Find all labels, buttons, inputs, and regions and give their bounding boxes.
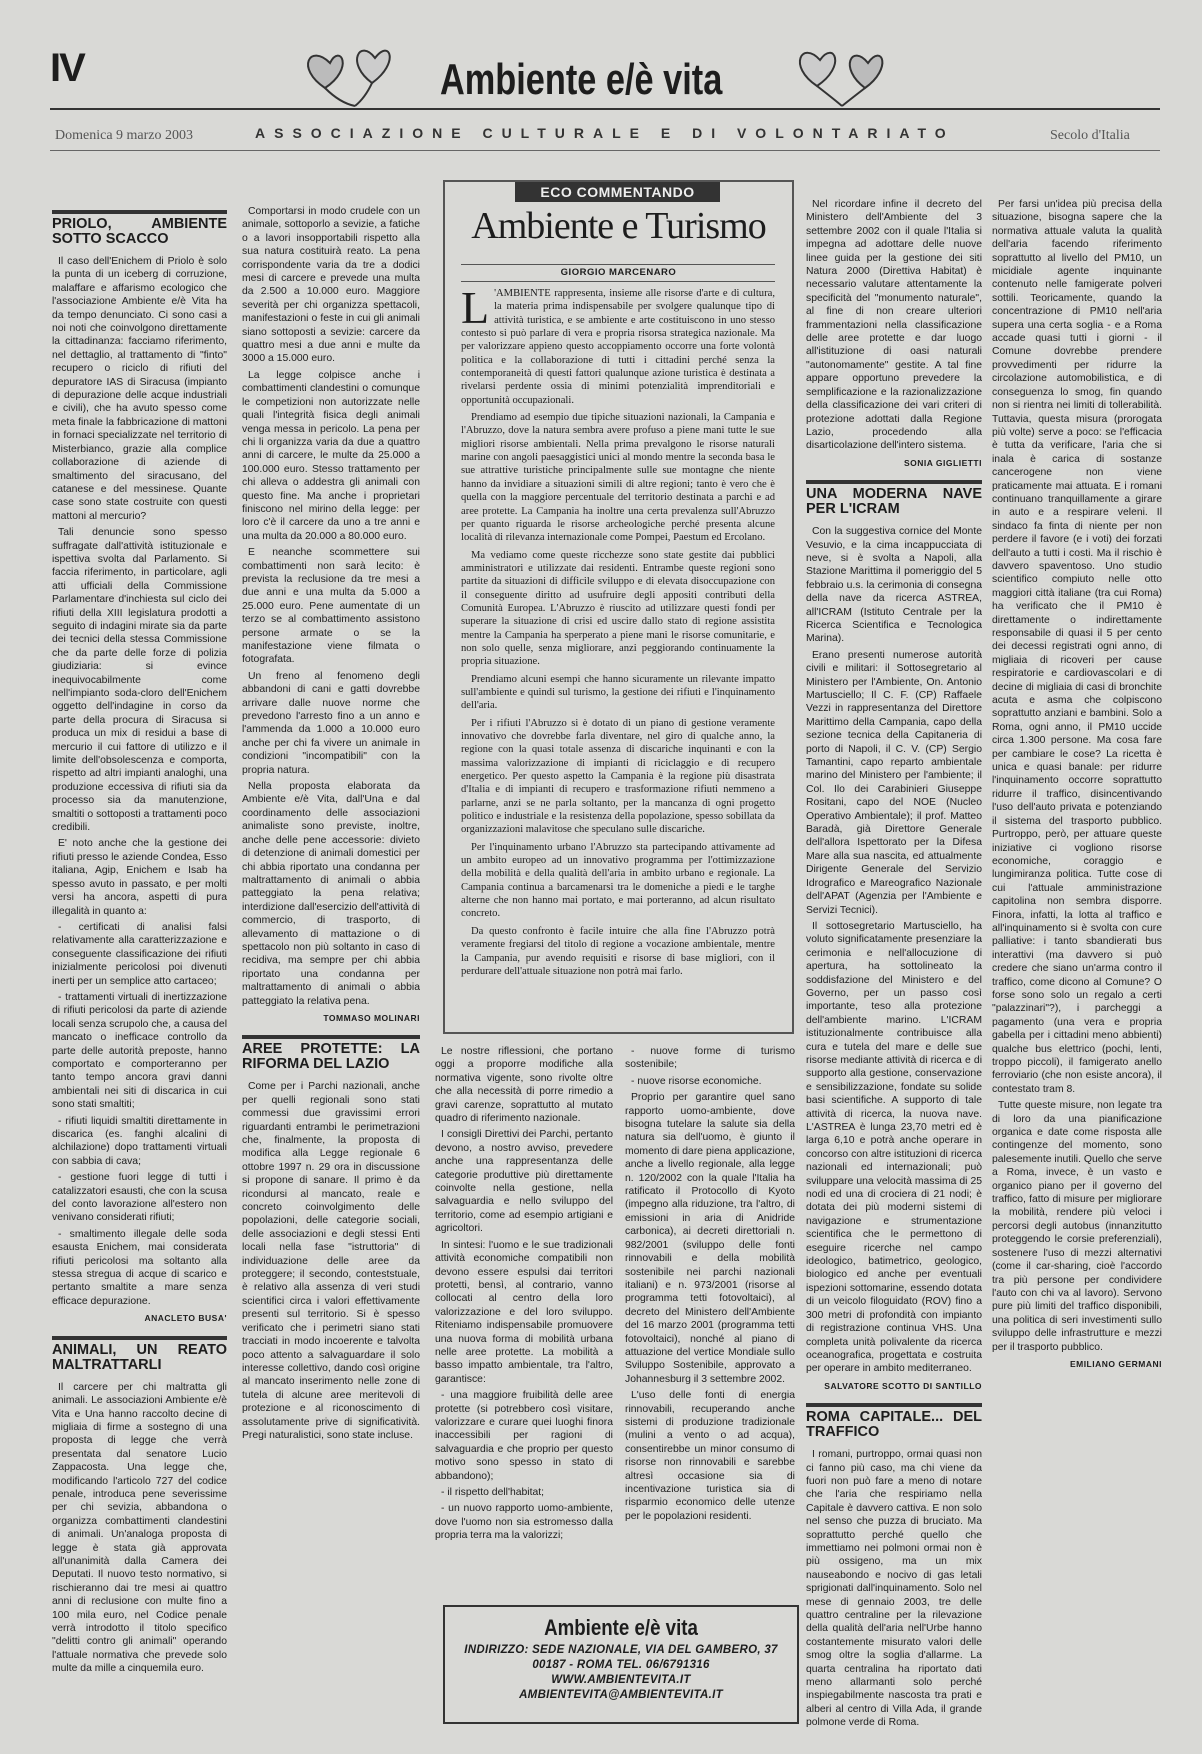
paragraph: E' noto anche che la gestione dei rifiuti presso le aziende Condea, Esso italiana, Agip, Enichem e Isab ha spesso avuto in passato, e per molti versi ha ancora, aspetti di pura illegalità in quanto a: [52,838,227,917]
editorial-author: GIORGIO MARCENARO [560,267,677,278]
author-rule [461,281,775,282]
paragraph: Il caso dell'Enichem di Priolo è solo la punta di un iceberg di corruzione, malaffare e affarismo ecologico che l'associazione Ambiente e/è Vita ha da tempo denunciato. Ci sono casi a noi noti che coinvolgono direttamente la cittadinanza: facciamo riferimento, nel dettaglio, al trattamento di "finto" recupero o riciclo di rifiuti del depuratore IAS di Siracusa (impianto di depurazione delle acque industriali e civili), che ha avuto spesso come meta finale la fabbricazione di mattoni in fornaci specializzate nel territorio di Misterbianco, grazie alla complice collaborazione di aziende di smaltimento del siracusano, del catanese e del messinese. Quante case sono state costruite con questi mattoni al mercurio? [52,256,227,522]
column-4 [625,1045,795,1595]
paragraph: E neanche scommettere sui combattimenti non sarà lecito: è prevista la reclusione da tre mesi a due anni e una multa da 5.000 a 25.000 euro. Pene aumentate di un terzo se al combattimento assistono persone armate o se la manifestazione viene filmata o fotografata. [242,547,420,666]
paragraph: Per farsi un'idea più precisa della situazione, bisogna sapere che la normativa attuale valuta la qualità dell'aria facendo riferimento soprattutto al livello del PM10, un micidiale agente inquinante contenuto nelle famigerate polveri sottili. Teoricamente, quando la concentrazione di PM10 nell'aria supera una certa soglia - e a Roma accade quasi tutti i giorni - il Comune dovrebbe prendere provvedimenti per ridurre la circolazione automobilistica, e di conseguenza lo smog, fin quando non si rientra nei limiti di tollerabilità. Tuttavia, questa misura (prorogata più volte) serve a poco: se l'efficacia è tutta da verificare, l'aria che si inala è carica di sostanze cancerogene non viene praticamente mai attuata. E i romani continuano tranquillamente a girare in auto e a respirare veleni. Il sindaco fa finta di niente per non perdere il favore (e i voti) dei forzati dell'auto a tutti i costi. Ma il rischio è davvero spaventoso. Uno studio scientifico compiuto nelle otto maggiori città italiane (tra cui Roma) ha verificato che il PM10 è direttamente o indirettamente responsabile di quasi il 5 per cento dei decessi registrati ogni anno, di migliaia di ricoveri per cause respiratorie e cardiovascolari e di decine di migliaia di casi di bronchite acuta e asma che colpiscono soprattutto anziani e bambini. Solo a Roma, ogni anno, il PM10 uccide circa 1.300 persone. Ma cosa fare per cambiare le cose? La ricetta è unica e quasi banale: per ridurre l'inquinamento occorre soprattutto ridurre il traffico, disincentivando l'uso dell'auto privata e potenziando il sistema del trasporto pubblico. Purtroppo, però, per attuare queste iniziative ci vogliono risorse economiche, coraggio e lungimiranza politica. Tutte cose di cui l'attuale amministrazione capitolina non sembra disporre. Finora, infatti, la lotta al traffico e all'inquinamento si è svolta con cure palliative: i tanto sbandierati bus interattivi (ma davvero si può credere che siano un'arma contro il traffico, come dicono al Comune? O forse sono solo un regalo a certi "palazzinari"?), i parcheggi a pagamento (una vera e propria gabella per i cittadini meno abbienti) qualche bus elettrico (pochi, lenti, troppo piccoli), il famigerato anello ferroviario (che non esiste ancora), il contestato tram 8. [992,199,1162,1095]
headline-priolo: PRIOLO, AMBIENTE SOTTO SCACCO [52,216,227,247]
paragraph: - trattamenti virtuali di inertizzazione di rifiuti pericolosi da parte di aziende locali senza scrupolo che, a causa del mancato o inefficace controllo da parte delle autorità preposte, hanno comportato e comporteranno per tanto tempo ancora gravi danni ambientali nei siti di discarica in cui sono stati smaltiti; [52,991,227,1111]
kicker-label: ECO COMMENTANDO [515,182,720,202]
masthead-title: Ambiente e/è vita [440,55,723,104]
address-line: INDIRIZZO: SEDE NAZIONALE, VIA DEL GAMBERO, 37 [464,1644,778,1656]
editorial-body [461,287,775,1022]
paragraph: - smaltimento illegale delle soda esausta Enichem, mai considerata rifiuti pericolosi ma soltanto alla stessa stregua di acque di scarico e pertanto smaltite a mare senza efficace depurazione. [52,1228,227,1307]
paragraph: Un freno al fenomeno degli abbandoni di cani e gatti dovrebbe arrivare dalle nuove norme che prevedono l'arresto fino a un anno e l'ammenda da 1.000 a 10.000 euro anche per chi fa vivere un animale in condizioni "incompatibili" con la propria natura. [242,670,420,776]
drop-cap: L [461,287,490,333]
paragraph: - rifiuti liquidi smaltiti direttamente in discarica (es. fanghi alcalini di alchilazione) dopo trattamenti virtuali con sabbia di cava; [52,1115,227,1167]
paragraph: Come per i Parchi nazionali, anche per quelli regionali sono stati commessi due gravissimi errori riguardanti entrambi le perimetrazioni che, finalmente, la proposta di modifica alla Legge regionale 6 ottobre 1997 n. 29 ora in discussione si propone di sanare. Il primo è da ricondursi al mancato, reale e concreto coinvolgimento delle popolazioni, delle categorie sociali, delle associazioni e degli stessi Enti locali nella fase "istruttoria" di individuazione delle aree da proteggere; il secondo, conteststuale, è relativo alla assenza di veri studi scientifici circa i valori effettivamente presenti sul territorio. Si è spesso verificato che i perimetri siano stati tracciati in modo incoerente e talvolta poco attento a salvaguardare il solo interesse collettivo, dando così origine al mancato inserimento nelle zone di tutela di alcune aree meritevoli di protezione e al riconoscimento di assolutamente prive di significatività. Pregi naturalistici, sono state incluse. [242,1081,420,1441]
headline-rule [806,1403,982,1407]
paragraph: Tali denuncie sono spesso suffragate dall'attività istituzionale e ispettiva svolta dal Parlamento. Si faccia riferimento, in particolare, agli atti ufficiali della Commissione Parlamentare d'inchiesta sul ciclo dei rifiuti della XIII legislatura prodotti a seguito di indagini mirate sia da parte dei tecnici della stessa Commissione che da parte delle forze di polizia giudiziaria: si evince inequivocabilmente come nell'impianto soda-cloro dell'Enichem oggetto dell'indagine in corso da parte della procura di Siracusa si produca un mix di residui a base di mercurio il cui fattore di utilizzo e il limite dell'obsolescenza e comporta, rispetto ad altri impianti analoghi, una produzione eccessiva di rifiuti sia da processo sia da manutenzione, smaltiti o sottoposti a trattamenti poco credibili. [52,527,227,834]
header-rule-bottom [50,150,1160,151]
association-logo-title: Ambiente e/è vita [544,1615,698,1640]
email-link[interactable]: AMBIENTEVITA@AMBIENTEVITA.IT [519,1689,723,1701]
column-6 [992,198,1162,1743]
headline-animali: ANIMALI, UN REATO MALTRATTARLI [52,1341,227,1373]
paragraph: Tutte queste misure, non legate tra di loro da una pianificazione organica e date come risposta alle contingenze del momento, sono palesemente inutili. Quello che serve a Roma, invece, è un vasto e organico piano per il governo del traffico, fatto di misure per migliorare la mobilità, rendere più veloci i percorsi degli autobus (innanzitutto proteggendo le corsie preferenziali), sostenere l'uso di mezzi alternativi (come il car-sharing, cioè l'accordo tra più persone per condividere l'auto con chi va al lavoro). Servono pure più limiti del traffico disponibili, una politica di seri investimenti sullo sviluppo delle infrastrutture e mezzi per il trasporto pubblico. [992,1100,1162,1353]
paragraph: - nuove risorse economiche. [631,1075,762,1087]
paragraph: L'uso delle fonti di energia rinnovabili, recuperando anche sistemi di produzione tradizionale (mulini a vento o ad acqua), consentirebbe un minor consumo di risorse non rinnovabili e sarebbe altresì occasione sia di incentivazione turistica sia di risparmio economico delle utenze per le popolazioni residenti. [625,1390,795,1522]
paragraph: La legge colpisce anche i combattimenti clandestini o comunque le competizioni non autorizzate nelle quali l'integrità fisica degli animali venga messa in pericolo. La pena per chi li organizza varia da due a quattro anni di carcere, le multe da 25.000 a 100.000 euro. Stesso trattamento per chi alleva o addestra gli animali con questo fine. Ma anche i proprietari finiscono nel mirino della legge: per loro c'è il carcere da uno a tre anni e una multa da 20.000 a 80.000 euro. [242,369,420,542]
paragraph: - un nuovo rapporto uomo-ambiente, dove l'uomo non sia estromesso dalla propria terra ma la valorizzi; [435,1503,613,1542]
paragraph: Per l'inquinamento urbano l'Abruzzo sta partecipando attivamente ad un ambito europeo ad un innovativo programma per l'ottimizzazione della mobilità e della qualità dell'aria in ambito urbano e regionale. La Campania continua a barcamenarsi tra le domeniche a piedi e le targhe alterne che non hanno mai portato, e mai porteranno, ad alcun risultato concreto. [461,841,775,920]
editorial-box [443,180,794,1034]
headline-icram: UNA MODERNA NAVE PER L'ICRAM [806,486,982,518]
paragraph: Prendiamo alcuni esempi che hanno sicuramente un rilevante impatto sull'ambiente e quindi sul turismo, la gestione dei rifiuti e l'inquinamento dell'aria. [461,673,775,712]
issue-date: Domenica 9 marzo 2003 [55,128,194,143]
title-rule [461,264,775,265]
association-address-box [443,1605,799,1724]
paragraph: Da questo confronto è facile intuire che alla fine l'Abruzzo potrà veramente fregiarsi del titolo di regione a vocazione ambientale, mentre la Campania, pur avendo requisiti e risorse di base migliori, con il perdurare dell'attuale situazione non potrà mai farlo. [461,925,775,977]
newspaper-name: Secolo d'Italia [1050,128,1130,143]
headline-roma: ROMA CAPITALE... DEL TRAFFICO [806,1409,982,1441]
paragraph: - gestione fuori legge di tutti i catalizzatori esausti, che con la scusa del conto lavorazione all'estero non venivano considerati rifiuti; [52,1172,227,1224]
column-2 [242,205,420,1745]
paragraph: Ma vediamo come queste ricchezze sono state gestite dai pubblici amministratori e utilizzate dai residenti. Entrambe queste regioni sono partite da situazioni di difficile sviluppo e di elevata disoccupazione con il conseguente diritto ad usufruire degli appositi contributi della Comunità Europea. L'Abruzzo è riuscito ad utilizzare questi fondi per superare la situazione di crisi ed uscire dallo stato di regione assistita mentre la Campania ha sperperato a piene mani le risorse comunitarie, e non solo quelle, senza migliorare, anzi peggiorando continuamente la propria situazione. [461,549,775,668]
author-signature: ANACLETO BUSA' [144,1313,227,1324]
header-rule [50,108,1160,110]
paragraph: I consigli Direttivi dei Parchi, pertanto devono, a nostro avviso, prevedere anche una rappresentanza delle categorie produttive più direttamente coinvolte nella gestione, nella salvaguardia e nello sviluppo del territorio, come ad esempio artigiani e agricoltori. [435,1129,613,1235]
paragraph: Per i rifiuti l'Abruzzo si è dotato di un piano di gestione veramente innovativo che dovrebbe farla diventare, nel giro di qualche anno, la regione con la quasi totale assenza di discariche inquinanti e con la massima valorizzazione di impianti di riciclaggio e di recupero energetico. Per questo aspetto la Campania è la regione più disastrata d'Italia e di impianti di recupero e trasformazione rifiuti nemmeno a parlarne, anzi se ne parla soltanto, per la mancanza di ogni progetto politico e industriale e la resistenza della popolazione, spesso sobillata da organizzazioni malavitose che speculano sulle discariche. [461,717,775,836]
paragraph: Nel ricordare infine il decreto del Ministero dell'Ambiente del 3 settembre 2002 con il quale l'Italia si impegna ad adottare delle nuove linee guida per la gestione dei siti Natura 2000 (Direttiva Habitat) è necessario valutare attentamente la specificità del "monumento naturale", al fine di non creare ulteriori frammentazioni nella classificazione delle aree protette e dar luogo all'istituzione di oasi naturali "autonomamente" gestite. A tal fine appare opportuno prevedere la semplificazione e la razionalizzazione della classificazione dei vari criteri di protezione adottati dalla Regione Lazio, procedendo alla disarticolazione dell'intero sistema. [806,199,982,452]
headline-rule [52,210,227,214]
editorial-title: Ambiente e Turismo [471,205,766,247]
paragraph: Erano presenti numerose autorità civili e militari: il Sottosegretario al Ministero per l'Ambiente, On. Antonio Martusciello; Il C. F. (CP) Raffaele Vezzi in rappresentanza del Direttore Marittimo della Campania, capo della sezione tecnica della Capitaneria di porto di Napoli, il C. V. (CP) Sergio Tamantini, capo reparto ambientale marino del Ministero per l'ambiente; il Col. Ilo dei Carabinieri Giuseppe Rositani, capo del NOE (Nucleo Operativo Ambientale); il prof. Matteo Baradà, già Direttore Generale dell'allora Ispettorato per la Difesa Mare alla sua nascita, ed attualmente Dirigente Generale del Servizio Idrografico e Mareografico Nazionale dell'APAT (Agenzia per l'Ambiente e Servizi Tecnici). [806,649,982,916]
paragraph: Il sottosegretario Martusciello, ha voluto significatamente presenziare la cerimonia e nell'allocuzione di apertura, ha sottolineato la soddisfazione del Ministero e del Governo, per un passo così importante, teso alla protezione dell'ambiente marino. L'ICRAM istituzionalmente contribuisce alla cura e tutela del mare e delle sue risorse mediante attività di ricerca e di supporto alla gestione, conservazione e sensibilizzazione, fondate su solide basi scientifiche. A supporto di tale attività di ricerca, la nuova nave. L'ASTREA è lunga 23,70 metri ed è larga 6,10 e potrà anche operare in concorso con altre istituzioni di ricerca nazionali ed internazionali; può sviluppare una velocità massima di 25 nodi ed una di crociera di 21 nodi; è dotata dei più moderni sistemi di navigazione e strumentazione scientifica che le permettono di eseguire ricerche nel campo ideologico, batimetrico, geologico, biologico ed anche per eventuali ispezioni sottomarine, essendo dotata di un veicolo filoguidato (ROV) fino a 300 metri di profondità con impianto di registrazione continua VHS. Una completa unità polivalente da ricerca oceanografica, progettata e costruita per operare in ambito mediterraneo. [806,920,982,1375]
author-signature: SALVATORE SCOTTO DI SANTILLO [824,1380,982,1391]
paragraph: - il rispetto dell'habitat; [441,1487,545,1498]
headline-rule [242,1035,420,1039]
paragraph: - nuove forme di turismo sostenibile; [625,1046,795,1071]
paragraph: Comportarsi in modo crudele con un animale, sottoporlo a sevizie, a fatiche o a lavori insopportabili rispetto alla sua natura costituirà reato. La pena corrispondente varia da tre a dodici mesi di carcere e prevede una multa da 2.500 a 10.000 euro. Maggiore severità per chi organizza spettacoli, manifestazioni o feste in cui gli animali siano sottoposti a sevizie: carcere da quattro mesi a due anni e multe da 3000 a 15.000 euro. [242,206,420,365]
paragraph: Nella proposta elaborata da Ambiente e/è Vita, dall'Una e dal coordinamento delle associazioni animaliste sono previste, inoltre, anche delle pene accessorie: divieto di detenzione di animali domestici per chi abbia riportato una condanna per maltrattamento di animali o abbia patteggiato la pena relativa; interdizione dall'esercizio dell'attività di commercio, di trasporto, di allevamento di mattazione o di spettacolo non più soltanto in caso di recidiva, ma sempre per chi abbia riportato una condanna per maltrattamento di animali o abbia patteggiato la relativa pena. [242,781,420,1007]
author-signature: TOMMASO MOLINARI [323,1012,420,1023]
paragraph: I romani, purtroppo, ormai quasi non ci fanno più caso, ma chi viene da fuori non può fare a meno di notare che l'aria che respiriamo nella Capitale è davvero cattiva. E non solo nel senso che puzza di bruciato. Ma soprattutto perché quello che immettiamo nei polmoni ormai non è più ossigeno, ma un mix nauseabondo e nocivo di gas letali sprigionati dall'inquinamento. Solo nel mese di gennaio 2003, tre delle quattro centraline per la rilevazione della qualità dell'aria nell'Urbe hanno costantemente misurato valori delle smog oltre la soglia d'allarme. La quarta centralina ha riportato dati meno allarmanti solo perché inspiegabilmente nascosta tra prati e alberi al centro di Villa Ada, il grande polmone verde di Roma. [806,1449,982,1729]
paragraph: In sintesi: l'uomo e le sue tradizionali attività economiche compatibili non devono essere espulsi dai territori protetti, bensì, al contrario, vanno collocati al centro della loro valorizzazione e del loro sviluppo. Riteniamo indispensabile promuovere una nuova forma di mobilità urbana nelle aree protette. La mobilità a basso impatto ambientale, tra l'altro, garantisce: [435,1239,613,1385]
paragraph: Con la suggestiva cornice del Monte Vesuvio, e la cima incappucciata di neve, si è svolta a Napoli, alla Stazione Marittima il pomeriggio del 5 febbraio u.s. la cerimonia di consegna della nave da ricerca ASTREA, all'ICRAM (Istituto Centrale per la Ricerca Scientifica e Tecnologica Marina). [806,526,982,645]
website-link[interactable]: WWW.AMBIENTEVITA.IT [551,1674,691,1686]
author-signature: EMILIANO GERMANI [1069,1358,1162,1369]
paragraph: - certificati di analisi falsi relativamente alla caratterizzazione e conseguente classificazione dei rifiuti inizialmente pericolosi poi divenuti inerti per un semplice atto cartaceo; [52,921,227,987]
hearts-decoration-icon [790,28,900,108]
column-5 [806,198,982,1743]
headline-aree-protette: AREE PROTETTE: LA RIFORMA DEL LAZIO [242,1041,420,1073]
paragraph: Proprio per garantire quel sano rapporto uomo-ambiente, dove bisogna tutelare la salute sia della natura sia dell'uomo, è giunto il momento di dare piena applicazione, anche a livello regionale, alla legge n. 120/2002 con la quale l'Italia ha ratificato il Protocollo di Kyoto (impegno alla riduzione, tra l'altro, di emissioni in aria di Anidride carbonica), ai decreti direttoriali n. 982/2001 (sviluppo delle fonti rinnovabili e della mobilità sostenibile nei parchi nazionali italiani) e n. 973/2001 (risorse al programma tetti fotovoltaici), al decreto del Ministero dell'Ambiente del 16 marzo 2001 (programma tetti fotovoltaici), nonché al piano di attuazione del vertice Mondiale sullo Sviluppo Sostenibile, approvato a Johannesburg il 3 settembre 2002. [625,1092,795,1385]
author-signature: SONIA GIGLIETTI [903,457,982,468]
page-number: IV [50,46,84,90]
hearts-decoration-icon [300,28,410,108]
paragraph: 'AMBIENTE rappresenta, insieme alle risorse d'arte e di cultura, la materia prima indispensabile per svolgere qualunque tipo di attività turistica, e se ambiente e arte costituiscono in uno stesso contesto si può parlare di vera e propria risorsa strategica nazionale. Ma per valorizzare appieno questo accoppiamento occorre una forte volontà politica e la collaborazione di tutti i cittadini perché senza la contemporaneità di questi fattori qualunque azione turistica è destinata a rivelarsi perdente ossia di minimi potenzialità imprenditoriali e opportunità occupazionali. [461,288,775,406]
headline-rule [806,480,982,484]
column-1 [52,210,227,1740]
paragraph: Le nostre riflessioni, che portano oggi a proporre modifiche alla normativa vigente, sono rivolte oltre che alla necessità di porre rimedio a gravi carenze, soprattutto al mutato quadro di riferimento nazionale. [435,1046,613,1125]
phone-line: 00187 - ROMA TEL. 06/6791316 [532,1659,710,1671]
paragraph: Prendiamo ad esempio due tipiche situazioni nazionali, la Campania e l'Abruzzo, dove la natura sembra avere profuso a piene mani tutte le sue migliori risorse ambientali. Nella prima prevalgono le risorse naturali marine con angoli paesaggistici unici al mondo mentre la seconda basa le sue attrattive turistiche principalmente sulle sue montagne che niente hanno da invidiare a situazioni simili di altre regioni; tanto è vero che è quella con la maggiore percentuale del territorio destinata a parchi e ad aree protette. La Campania ha inoltre una certa prevalenza sull'Abruzzo per quanto riguarda le risorse archeologiche perché presenta alcune località di rilevanza internazionale come Pompei, Paestum ed Ercolano. [461,412,775,544]
paragraph: Il carcere per chi maltratta gli animali. Le associazioni Ambiente e/è Vita e Una hanno raccolto decine di migliaia di firme a sostegno di una proposta di legge che verrà presentata dal senatore Lucio Zappacosta. Una legge che, modificando l'articolo 727 del codice penale, introduca pene severissime per chi sevizia, abbandona o organizza combattimenti clandestini di animali. Un'analoga proposta di legge è stata già approvata all'unanimità dalla Camera dei Deputati. Il nuovo testo normativo, si rischieranno dai tre mesi ai quattro anni di reclusione con multe fino a 100 mila euro, nel Codice penale verrà introdotto il titolo specifico "delitti contro gli animali" operando l'attuale normativa che prevede solo multe da mille a cinquemila euro. [52,1381,227,1675]
headline-rule [52,1336,227,1340]
association-tagline: ASSOCIAZIONE CULTURALE E DI VOLONTARIATO [255,125,955,141]
paragraph: - una maggiore fruibilità delle aree protette (si potrebbero così visitare, valorizzare e curare quei luoghi finora inaccessibili per ragioni di salvaguardia e che proprio per questo motivo sono spesso in stato di abbandono); [435,1390,613,1482]
